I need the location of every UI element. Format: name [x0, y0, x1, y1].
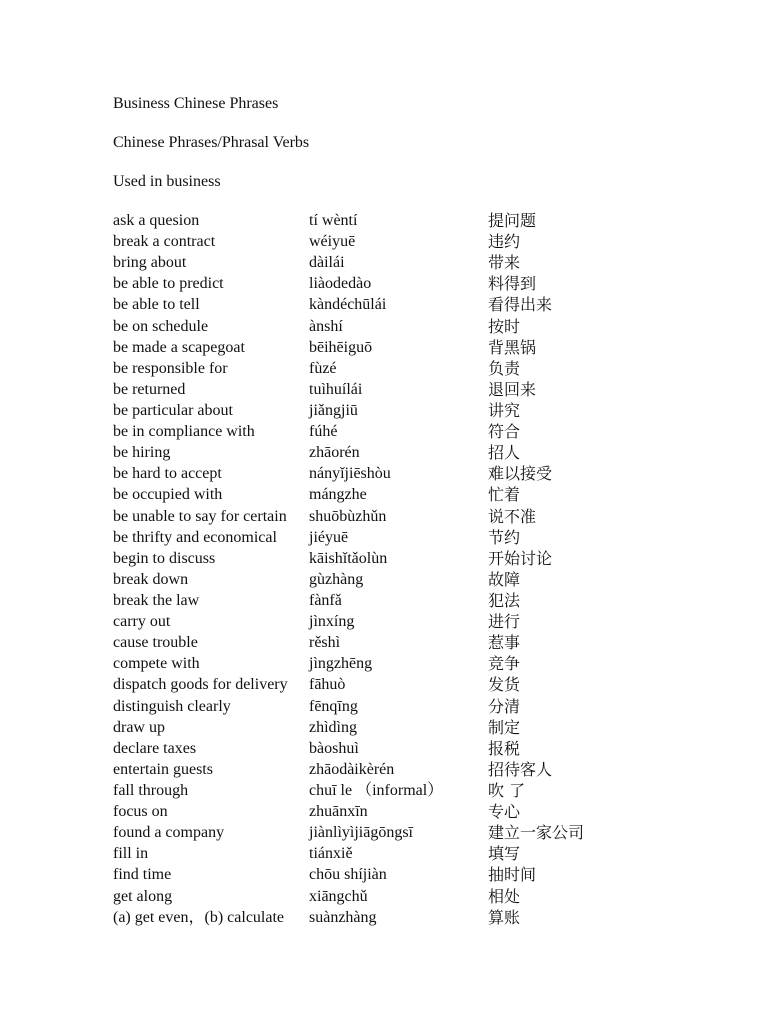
phrase-chinese: 忙着 — [488, 485, 521, 505]
phrase-chinese: 背黑锅 — [488, 337, 537, 357]
phrase-chinese: 进行 — [488, 612, 521, 632]
phrase-chinese: 发货 — [488, 675, 521, 695]
phrase-english: fill in — [113, 845, 149, 863]
phrase-chinese: 负责 — [488, 358, 521, 378]
phrase-row — [113, 294, 733, 315]
phrase-row — [113, 358, 733, 379]
phrase-chinese: 分清 — [488, 696, 521, 716]
phrase-row — [113, 400, 733, 421]
phrase-chinese: 按时 — [488, 316, 521, 336]
phrase-english: be responsible for — [113, 359, 228, 377]
phrase-chinese: 制定 — [488, 717, 521, 737]
phrase-pinyin: fēnqīng — [309, 697, 358, 715]
phrase-english: entertain guests — [113, 760, 213, 778]
phrase-row — [113, 696, 733, 717]
phrase-row — [113, 379, 733, 400]
phrase-row — [113, 273, 733, 294]
phrase-chinese: 符合 — [488, 422, 521, 442]
phrase-english: be returned — [113, 380, 186, 398]
phrase-pinyin: chuī le （informal） — [309, 781, 444, 799]
phrase-english: be made a scapegoat — [113, 338, 245, 356]
phrase-english: distinguish clearly — [113, 697, 231, 715]
phrase-chinese: 带来 — [488, 253, 521, 273]
phrase-pinyin: zhìdìng — [309, 718, 357, 736]
phrase-english: be occupied with — [113, 486, 223, 504]
phrase-pinyin: fúhé — [309, 423, 338, 441]
phrase-pinyin: jìnxíng — [309, 613, 355, 631]
phrase-pinyin: jìngzhēng — [309, 655, 373, 673]
phrase-english: begin to discuss — [113, 549, 216, 567]
phrase-row — [113, 527, 733, 548]
phrase-row — [113, 886, 733, 907]
phrase-english: draw up — [113, 718, 165, 736]
phrase-chinese: 犯法 — [488, 590, 521, 610]
phrase-pinyin: jiǎngjiū — [309, 401, 358, 419]
phrase-row — [113, 231, 733, 252]
phrase-table — [113, 210, 733, 928]
phrase-chinese: 惹事 — [488, 633, 521, 653]
phrase-english: cause trouble — [113, 634, 198, 652]
phrase-row — [113, 907, 733, 928]
phrase-chinese: 填写 — [488, 844, 521, 864]
phrase-chinese: 招待客人 — [488, 759, 553, 779]
phrase-chinese: 抽时间 — [488, 865, 537, 885]
phrase-chinese: 说不准 — [488, 506, 537, 526]
phrase-row — [113, 822, 733, 843]
phrase-english: fall through — [113, 781, 189, 799]
phrase-row — [113, 674, 733, 695]
phrase-row — [113, 442, 733, 463]
phrase-row — [113, 210, 733, 231]
phrase-english: find time — [113, 866, 172, 884]
phrase-english: be hiring — [113, 444, 171, 462]
phrase-row — [113, 843, 733, 864]
phrase-pinyin: zhuānxīn — [309, 803, 368, 821]
phrase-english: compete with — [113, 655, 200, 673]
phrase-chinese: 退回来 — [488, 379, 537, 399]
phrase-pinyin: mángzhe — [309, 486, 367, 504]
phrase-english: be in compliance with — [113, 423, 255, 441]
phrase-pinyin: fànfǎ — [309, 591, 342, 609]
phrase-row — [113, 421, 733, 442]
phrase-pinyin: kāishǐtǎolùn — [309, 549, 388, 567]
phrase-row — [113, 632, 733, 653]
phrase-row — [113, 506, 733, 527]
phrase-english: dispatch goods for delivery — [113, 676, 288, 694]
phrase-pinyin: nányǐjiēshòu — [309, 465, 391, 483]
phrase-chinese: 报税 — [488, 738, 521, 758]
phrase-row — [113, 484, 733, 505]
phrase-english: be particular about — [113, 401, 233, 419]
phrase-english: (a) get even，(b) calculate — [113, 908, 285, 926]
phrase-english: bring about — [113, 254, 187, 272]
phrase-chinese: 开始讨论 — [488, 548, 553, 568]
phrase-row — [113, 316, 733, 337]
phrase-chinese: 违约 — [488, 232, 521, 252]
phrase-row — [113, 801, 733, 822]
phrase-english: declare taxes — [113, 739, 197, 757]
phrase-english: break a contract — [113, 233, 216, 251]
phrase-pinyin: fùzé — [309, 359, 337, 377]
phrase-pinyin: ànshí — [309, 317, 343, 335]
phrase-pinyin: jiànlìyìjiāgōngsī — [309, 824, 413, 842]
phrase-chinese: 提问题 — [488, 211, 537, 230]
phrase-row — [113, 590, 733, 611]
phrase-english: be unable to say for certain — [113, 507, 287, 525]
phrase-chinese: 节约 — [488, 527, 521, 547]
phrase-chinese: 算账 — [488, 907, 521, 927]
phrase-english: be able to predict — [113, 275, 224, 293]
phrase-chinese: 看得出来 — [488, 295, 553, 315]
phrase-chinese: 故障 — [488, 569, 521, 589]
phrase-pinyin: rěshì — [309, 634, 341, 652]
phrase-pinyin: suànzhàng — [309, 908, 377, 926]
phrase-english: found a company — [113, 824, 225, 842]
document-context: Used in business — [113, 173, 221, 190]
phrase-pinyin: jiéyuē — [309, 528, 349, 546]
phrase-pinyin: chōu shíjiàn — [309, 866, 387, 884]
phrase-row — [113, 463, 733, 484]
phrase-chinese: 竞争 — [488, 654, 521, 674]
phrase-chinese: 建立一家公司 — [488, 823, 585, 843]
phrase-pinyin: bēihēiguō — [309, 338, 373, 356]
phrase-pinyin: bàoshuì — [309, 739, 359, 757]
phrase-pinyin: shuōbùzhǔn — [309, 507, 387, 525]
document-subtitle: Chinese Phrases/Phrasal Verbs — [113, 134, 310, 151]
phrase-english: get along — [113, 887, 173, 905]
phrase-english: carry out — [113, 613, 171, 631]
phrase-chinese: 讲究 — [488, 400, 521, 420]
phrase-row — [113, 780, 733, 801]
phrase-pinyin: tiánxiě — [309, 845, 353, 863]
phrase-pinyin: xiāngchǔ — [309, 887, 368, 905]
phrase-pinyin: tí wèntí — [309, 212, 358, 229]
phrase-english: be on schedule — [113, 317, 209, 335]
phrase-row — [113, 611, 733, 632]
phrase-chinese: 招人 — [488, 443, 521, 463]
document-title: Business Chinese Phrases — [113, 95, 279, 112]
phrase-pinyin: wéiyuē — [309, 233, 356, 251]
phrase-english: break down — [113, 570, 189, 588]
phrase-pinyin: tuìhuílái — [309, 380, 363, 398]
phrase-chinese: 相处 — [488, 886, 521, 906]
phrase-pinyin: zhāodàikèrén — [309, 760, 395, 778]
phrase-pinyin: kàndéchūlái — [309, 296, 387, 314]
phrase-row — [113, 864, 733, 885]
phrase-chinese: 难以接受 — [488, 464, 553, 484]
phrase-row — [113, 653, 733, 674]
phrase-pinyin: fāhuò — [309, 676, 346, 694]
phrase-pinyin: liàodedào — [309, 275, 372, 293]
phrase-english: be hard to accept — [113, 465, 222, 483]
phrase-row — [113, 717, 733, 738]
phrase-chinese: 料得到 — [488, 274, 537, 294]
phrase-english: be able to tell — [113, 296, 200, 314]
phrase-chinese: 吹 了 — [488, 780, 526, 800]
phrase-english: be thrifty and economical — [113, 528, 277, 546]
phrase-row — [113, 252, 733, 273]
phrase-english: break the law — [113, 591, 200, 609]
phrase-pinyin: dàilái — [309, 254, 345, 272]
phrase-row — [113, 337, 733, 358]
phrase-english: focus on — [113, 803, 168, 821]
phrase-chinese: 专心 — [488, 802, 521, 822]
phrase-row — [113, 569, 733, 590]
phrase-row — [113, 759, 733, 780]
phrase-pinyin: zhāorén — [309, 444, 360, 462]
phrase-english: ask a quesion — [113, 212, 200, 229]
phrase-row — [113, 738, 733, 759]
phrase-pinyin: gùzhàng — [309, 570, 364, 588]
phrase-row — [113, 548, 733, 569]
